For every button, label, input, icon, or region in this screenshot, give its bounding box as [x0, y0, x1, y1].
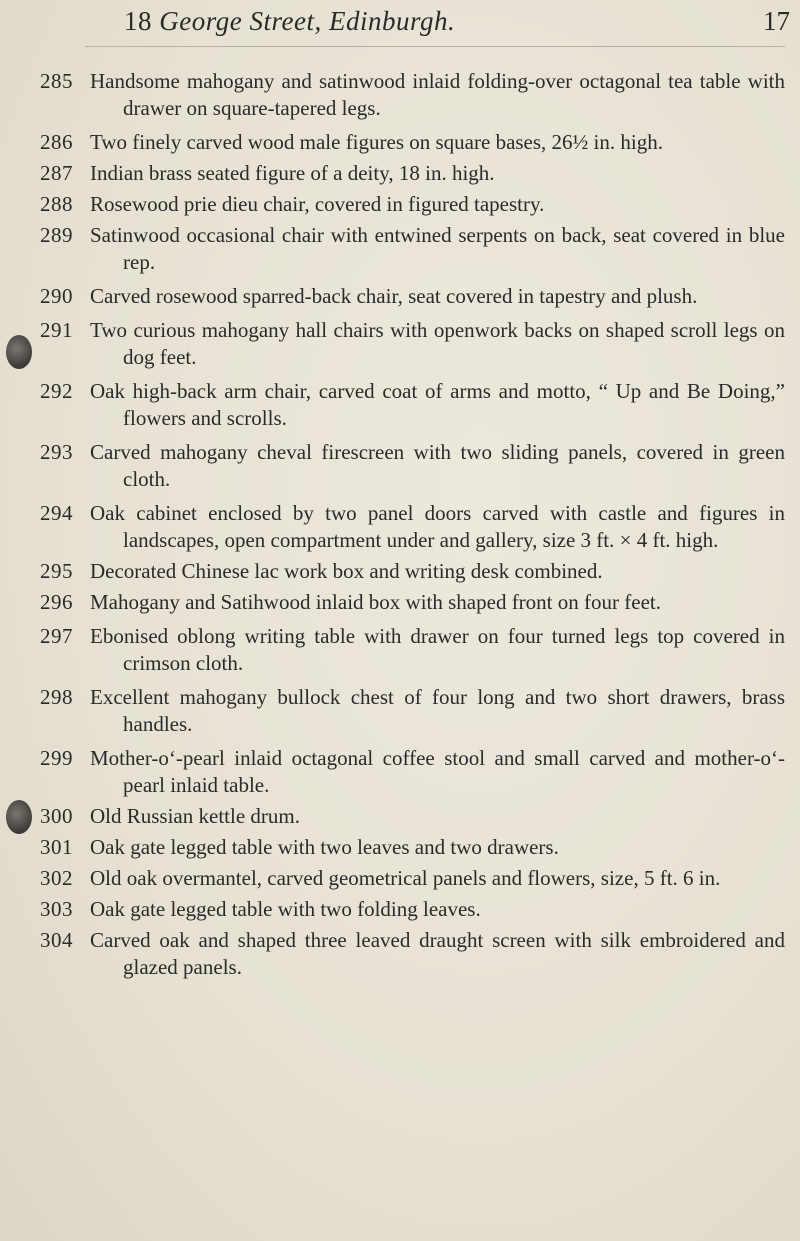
- lot-description: Old Russian kettle drum.: [90, 804, 300, 828]
- lot-description: Carved mahogany cheval firescreen with two sliding panels, covered in green cloth.: [90, 440, 785, 491]
- lot-number: 299: [40, 746, 73, 770]
- lot-description: Excellent mahogany bullock chest of four long and two short drawers, brass handles.: [90, 685, 785, 736]
- lot-description: Oak high-back arm chair, carved coat of arms and motto, “ Up and Be Doing,” flowers and scrolls.: [90, 379, 785, 430]
- lot-description: Handsome mahogany and satinwood inlaid folding-over octagonal tea table with drawer on square-tapered legs.: [90, 69, 785, 120]
- lot-number: 302: [40, 866, 73, 890]
- lot-item: [40, 896, 785, 923]
- lot-description: Ebonised oblong writing table with drawer on four turned legs top covered in crimson cloth.: [90, 624, 785, 675]
- lot-number: 293: [40, 440, 73, 464]
- page-header: [100, 6, 790, 46]
- lot-description: Carved rosewood sparred-back chair, seat covered in tapestry and plush.: [90, 284, 698, 308]
- lot-number: 285: [40, 69, 73, 93]
- lot-number: 294: [40, 501, 73, 525]
- lot-item: [40, 129, 785, 156]
- lot-item: [40, 927, 785, 981]
- lot-number: 296: [40, 590, 73, 614]
- lot-description: Mother-o‘-pearl inlaid octagonal coffee stool and small carved and mother-o‘-pearl inlaid table.: [90, 746, 785, 797]
- lot-number: 295: [40, 559, 73, 583]
- lot-number: 304: [40, 928, 73, 952]
- lot-number: 301: [40, 835, 73, 859]
- lot-item: [40, 160, 785, 187]
- lot-description: Oak gate legged table with two folding leaves.: [90, 897, 481, 921]
- lot-number: 291: [40, 318, 73, 342]
- lot-item: [40, 589, 785, 616]
- lot-description: Rosewood prie dieu chair, covered in figured tapestry.: [90, 192, 545, 216]
- lot-item: [40, 558, 785, 585]
- lot-item: [40, 865, 785, 892]
- lot-description: Carved oak and shaped three leaved draught screen with silk embroidered and glazed panels.: [90, 928, 785, 979]
- header-street-name: George Street, Edinburgh.: [159, 6, 456, 36]
- header-street: [124, 6, 455, 37]
- lot-item: [40, 378, 785, 432]
- lot-item: [40, 745, 785, 799]
- lot-description: Satinwood occasional chair with entwined serpents on back, seat covered in blue rep.: [90, 223, 785, 274]
- lot-description: Oak gate legged table with two leaves and two drawers.: [90, 835, 559, 859]
- lot-description: Two finely carved wood male figures on square bases, 26½ in. high.: [90, 130, 663, 154]
- header-rule: [85, 46, 785, 47]
- lot-item: [40, 68, 785, 122]
- lot-list: [40, 68, 785, 981]
- lot-number: 288: [40, 192, 73, 216]
- lot-item: [40, 222, 785, 276]
- lot-description: Old oak overmantel, carved geometrical panels and flowers, size, 5 ft. 6 in.: [90, 866, 721, 890]
- lot-number: 289: [40, 223, 73, 247]
- binding-hole-top: [6, 335, 32, 369]
- lot-number: 303: [40, 897, 73, 921]
- lot-item: [40, 803, 785, 830]
- lot-number: 286: [40, 130, 73, 154]
- lot-description: Decorated Chinese lac work box and writing desk combined.: [90, 559, 603, 583]
- lot-item: [40, 317, 785, 371]
- page-number: 17: [763, 6, 790, 36]
- lot-item: [40, 623, 785, 677]
- lot-item: [40, 834, 785, 861]
- lot-number: 300: [40, 804, 73, 828]
- lot-number: 287: [40, 161, 73, 185]
- lot-item: [40, 439, 785, 493]
- lot-number: 292: [40, 379, 73, 403]
- lot-description: Mahogany and Satihwood inlaid box with shaped front on four feet.: [90, 590, 661, 614]
- lot-number: 290: [40, 284, 73, 308]
- lot-number: 297: [40, 624, 73, 648]
- lot-item: [40, 283, 785, 310]
- lot-item: [40, 191, 785, 218]
- header-page-left: 18: [124, 6, 152, 36]
- lot-description: Oak cabinet enclosed by two panel doors carved with castle and figures in landscapes, open compartment under and gallery, size 3 ft. × 4 ft. high.: [90, 501, 785, 552]
- lot-item: [40, 500, 785, 554]
- binding-hole-bottom: [6, 800, 32, 834]
- lot-number: 298: [40, 685, 73, 709]
- lot-item: [40, 684, 785, 738]
- lot-description: Two curious mahogany hall chairs with openwork backs on shaped scroll legs on dog feet.: [90, 318, 785, 369]
- lot-description: Indian brass seated figure of a deity, 18 in. high.: [90, 161, 495, 185]
